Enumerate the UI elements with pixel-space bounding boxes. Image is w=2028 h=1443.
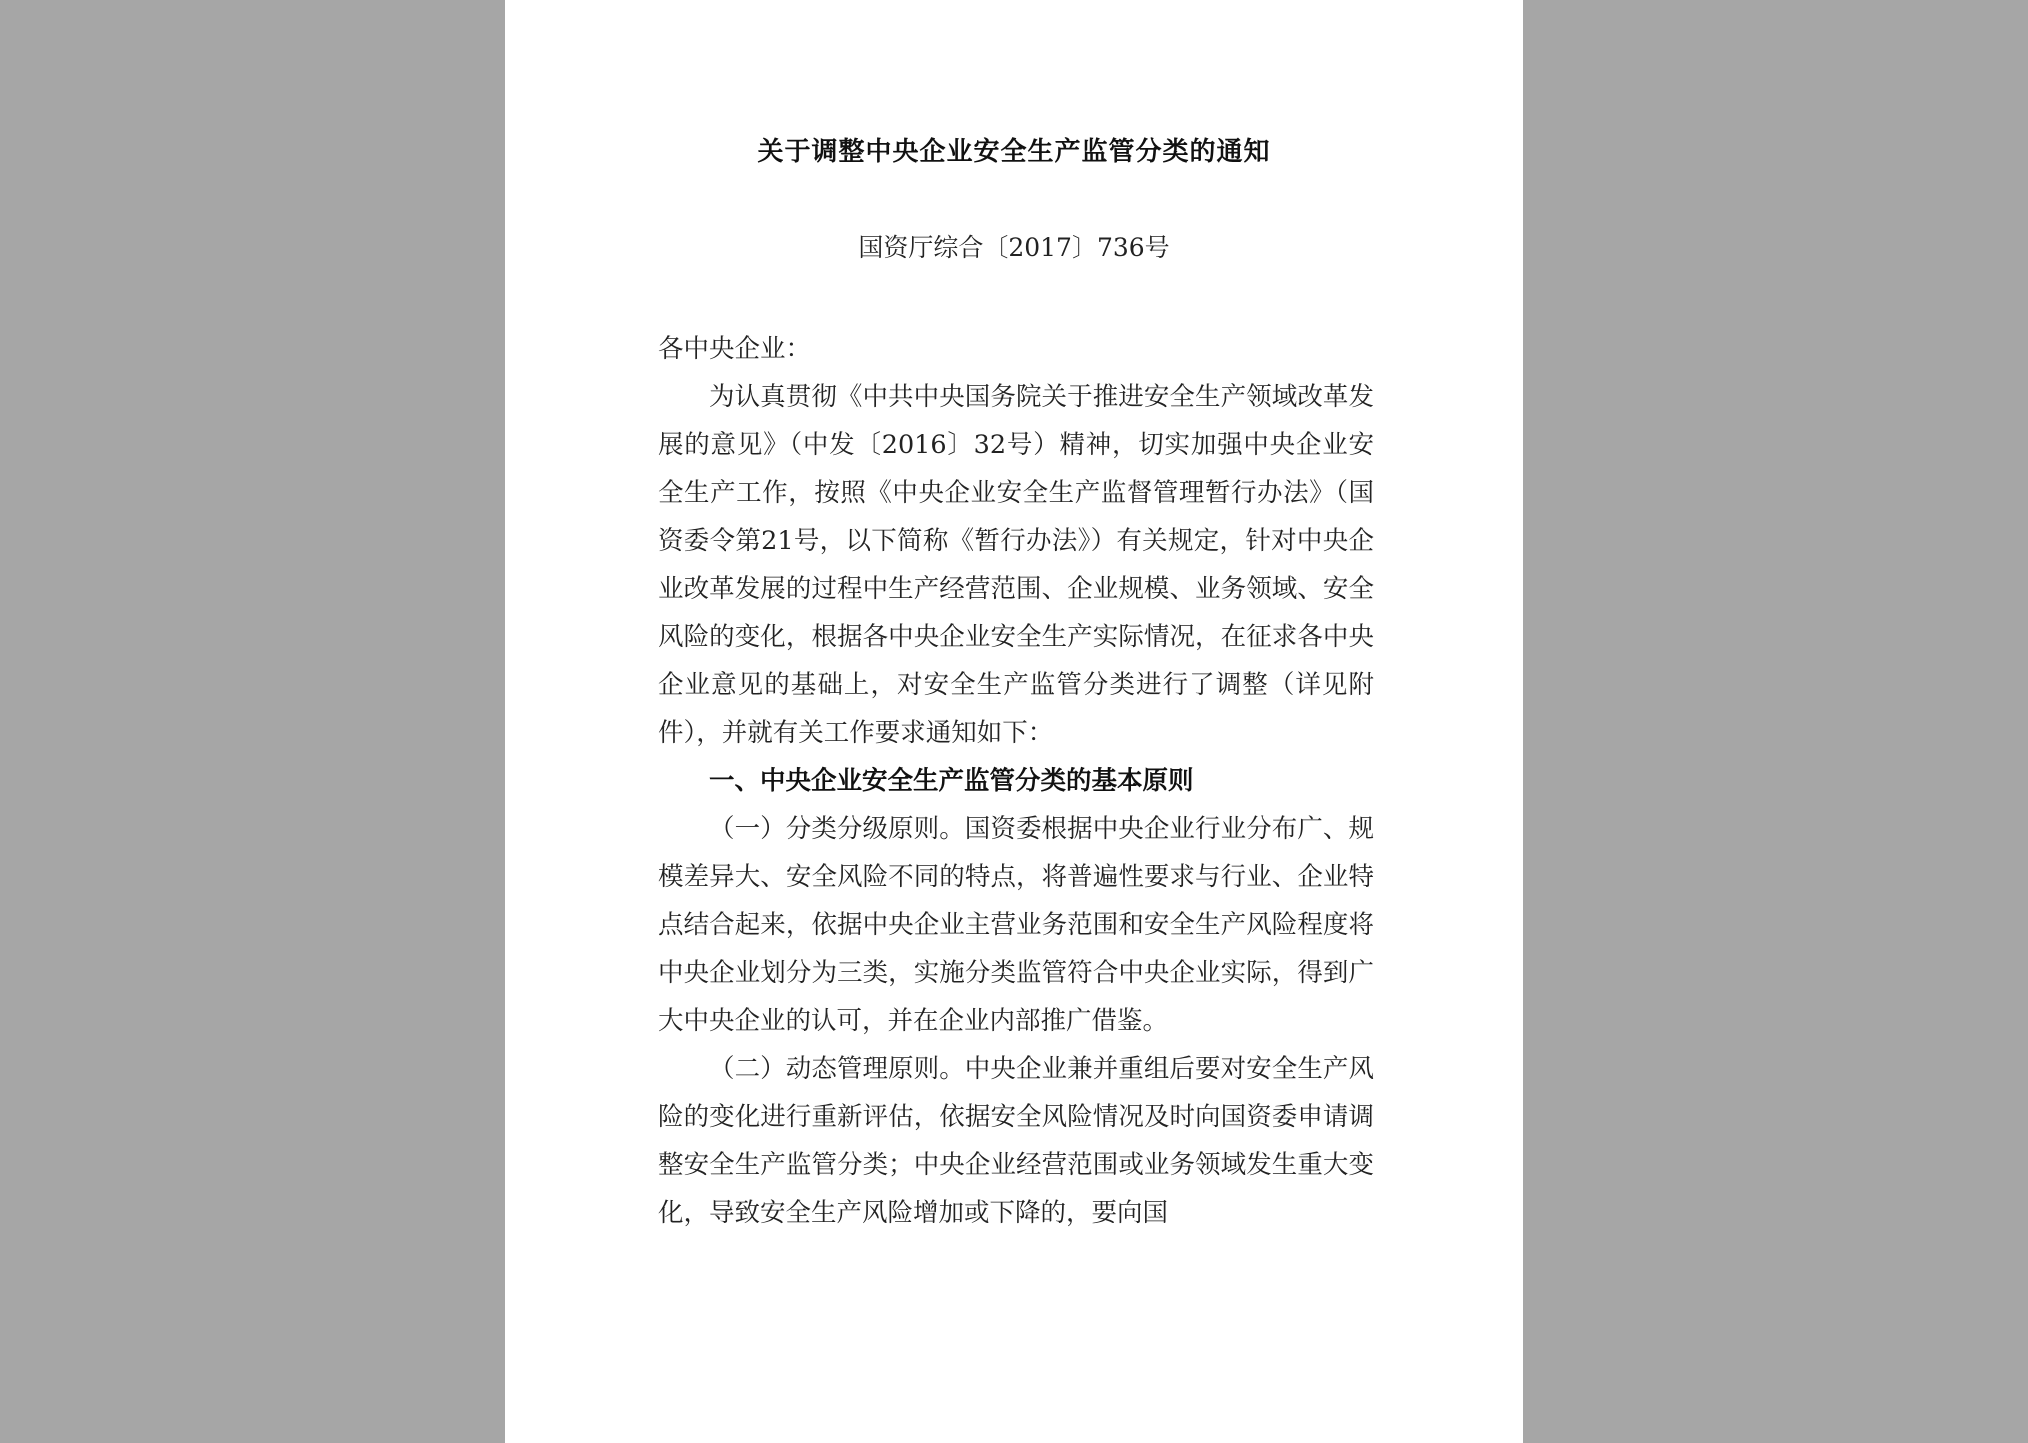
salutation: 各中央企业： [658, 334, 812, 364]
intro-paragraph: 为认真贯彻《中共中央国务院关于推进安全生产领域改革发展的意见》（中发〔2016〕32号）精神，切实加强中央企业安全生产工作，按照《中央企业安全生产监督管理暂行办法》（国资委令第21号，以下简称《暂行办法》）有关规定，针对中央企业改革发展的过程中生产经营范围、企业规模、业务领域、安全风险的变化，根据各中央企业安全生产实际情况，在征求各中央企业意见的基础上，对安全生产监管分类进行了调整（详见附件），并就有关工作要求通知如下： [658, 382, 1374, 748]
document-number: 国资厅综合〔2017〕736号 [858, 233, 1170, 262]
document-title: 关于调整中央企业安全生产监管分类的通知 [757, 137, 1271, 167]
section-heading: 一、中央企业安全生产监管分类的基本原则 [709, 766, 1194, 796]
document-page [505, 0, 1523, 1443]
document-body [658, 325, 1374, 1237]
principle-paragraph-2: （二）动态管理原则。中央企业兼并重组后要对安全生产风险的变化进行重新评估，依据安全风险情况及时向国资委申请调整安全生产监管分类；中央企业经营范围或业务领域发生重大变化，导致安全生产风险增加或下降的，要向国 [658, 1054, 1374, 1228]
principle-paragraph-1: （一）分类分级原则。国资委根据中央企业行业分布广、规模差异大、安全风险不同的特点，将普遍性要求与行业、企业特点结合起来，依据中央企业主营业务范围和安全生产风险程度将中央企业划分为三类，实施分类监管符合中央企业实际，得到广大中央企业的认可，并在企业内部推广借鉴。 [658, 814, 1374, 1036]
